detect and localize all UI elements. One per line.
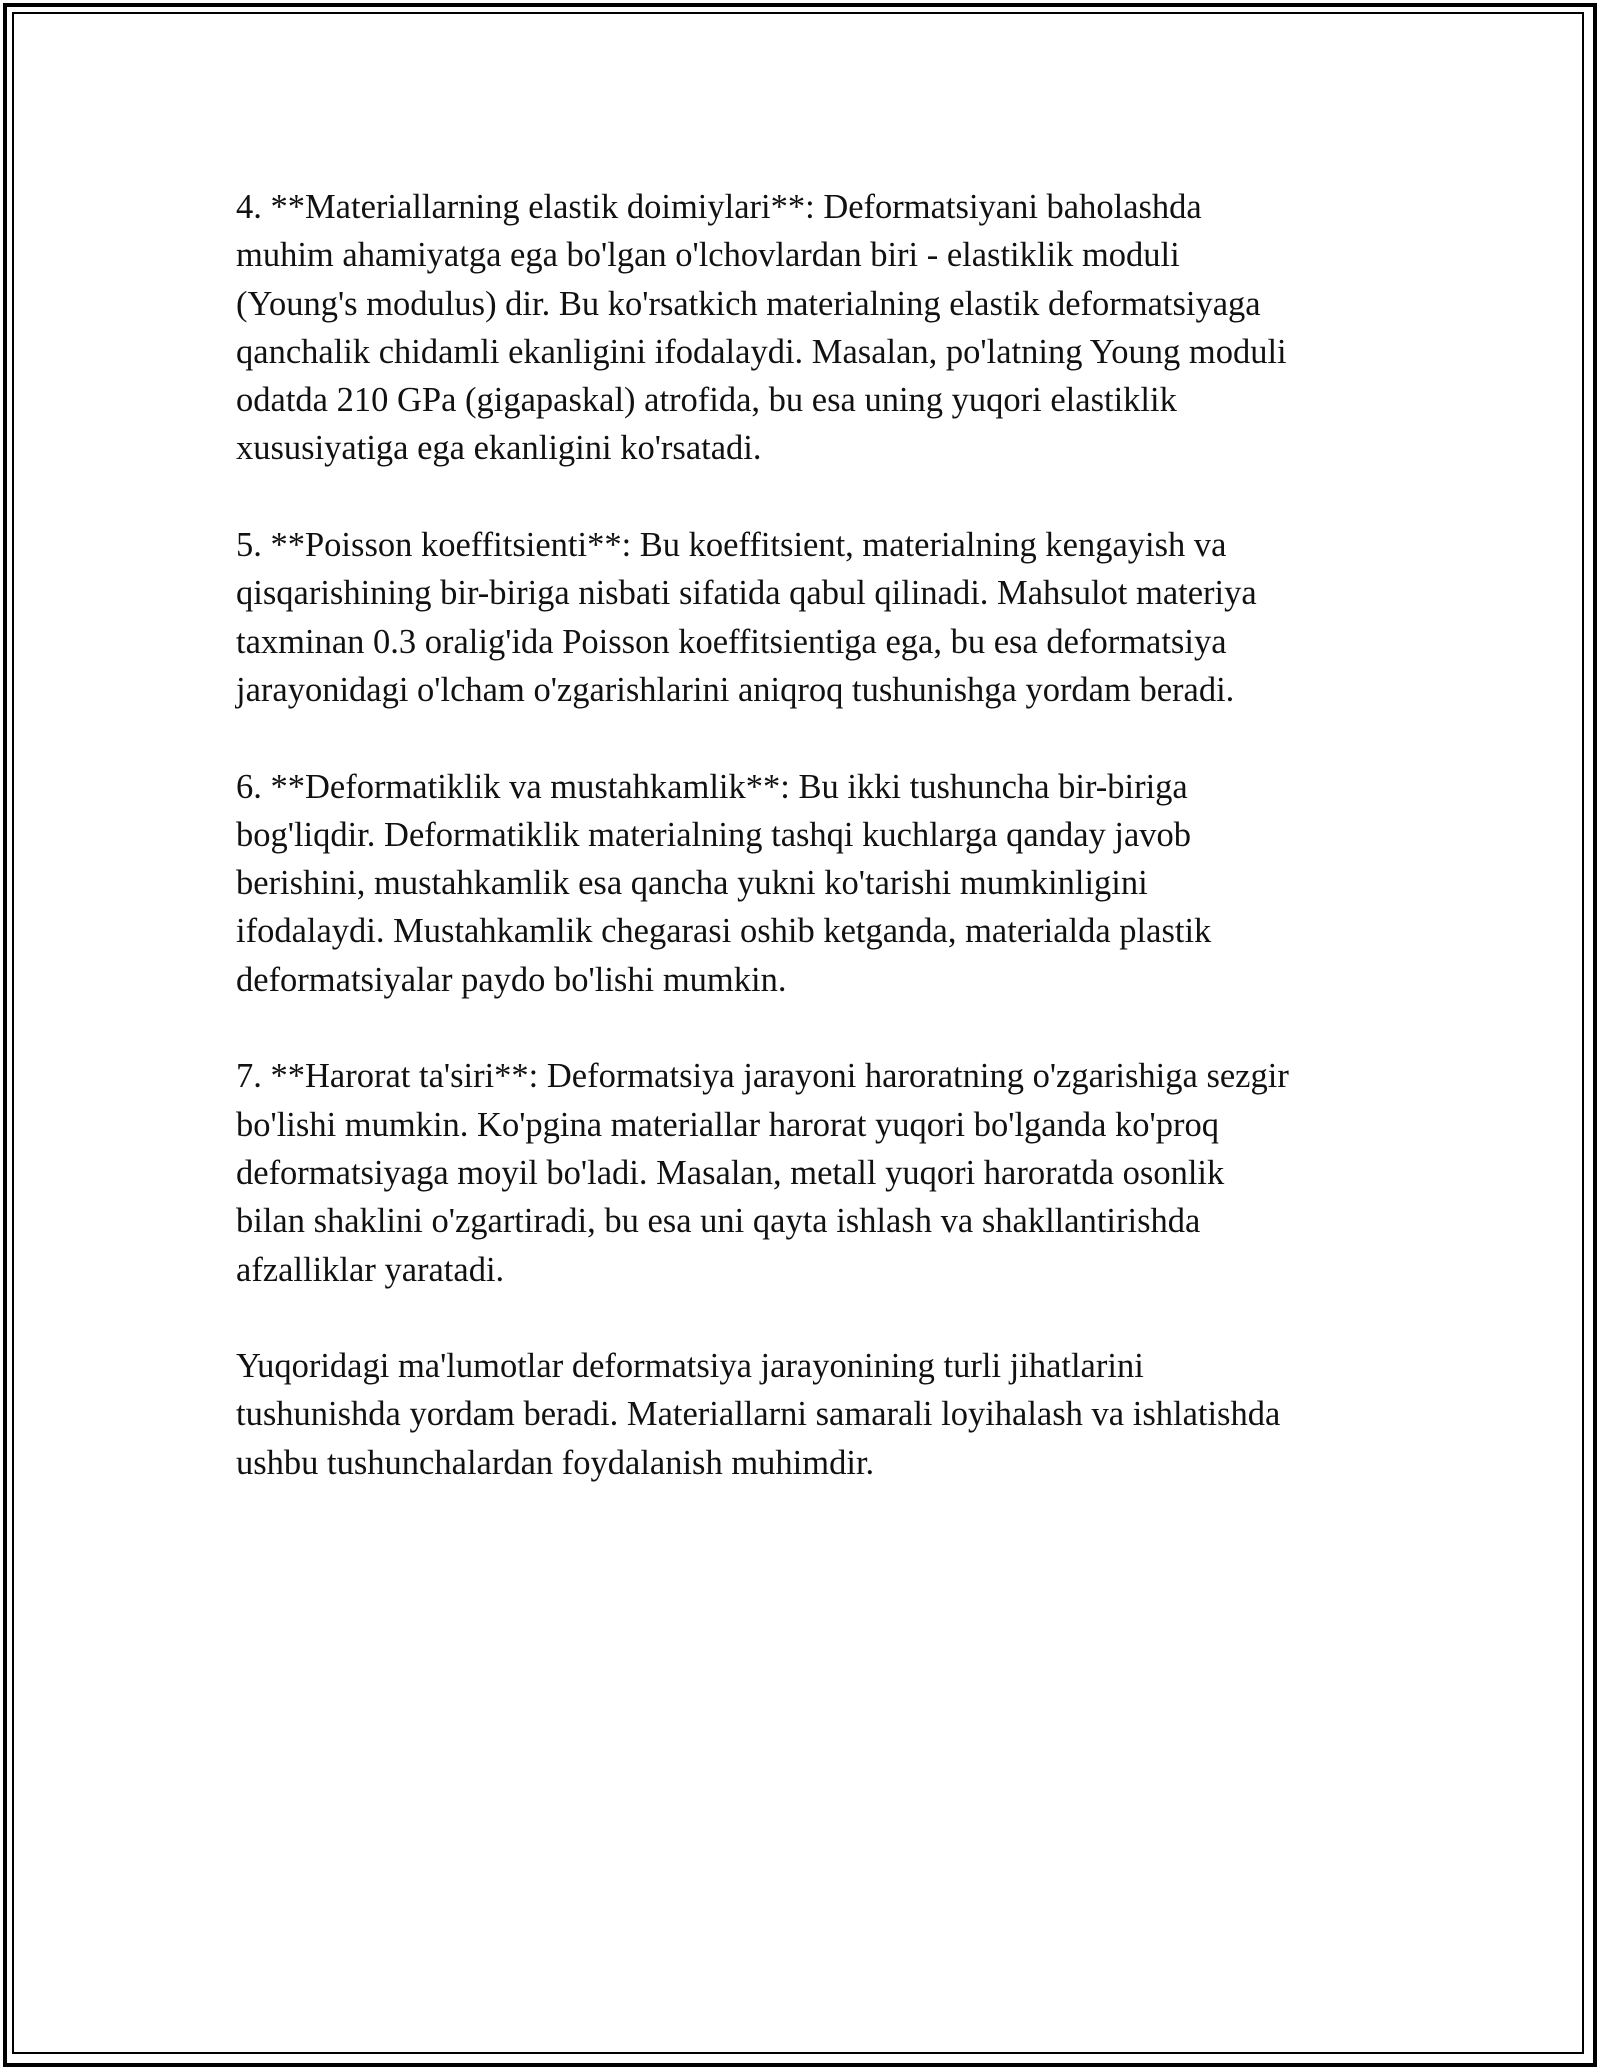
paragraph-deformability-strength: 6. **Deformatiklik va mustahkamlik**: Bu ikki tushuncha bir-biriga bog'liqdir. Deformatiklik materialning tashqi kuchlarga qanday javob berishini, mustahkamlik esa qancha yukni ko'tarishi mumkinligini ifodalaydi. Mustahkamlik chegarasi oshib ketganda, materialda plastik deformatsiyalar paydo bo'lishi mumkin. (236, 767, 1212, 999)
paragraph-temperature-effect: 7. **Harorat ta'siri**: Deformatsiya jarayoni haroratning o'zgarishiga sezgir bo'lishi mumkin. Ko'pgina materiallar harorat yuqori bo'lganda ko'proq deformatsiyaga moyil bo'ladi. Masalan, metall yuqori haroratda osonlik bilan shaklini o'zgartiradi, bu esa uni qayta ishlash va shakllantirishda afzalliklar yaratadi. (236, 1057, 1289, 1289)
document-body (236, 183, 1376, 1535)
paragraph-elastic-constants: 4. **Materiallarning elastik doimiylari**: Deformatsiyani baholashda muhim ahamiyatga ega bo'lgan o'lchovlardan biri - elastiklik moduli (Young's modulus) dir. Bu ko'rsatkich materialning elastik deformatsiyaga qanchalik chidamli ekanligini ifodalaydi. Masalan, po'latning Young moduli odatda 210 GPa (gigapaskal) atrofida, bu esa uning yuqori elastiklik xususiyatiga ega ekanligini ko'rsatadi. (236, 188, 1287, 468)
paragraph-conclusion: Yuqoridagi ma'lumotlar deformatsiya jarayonining turli jihatlarini tushunishda yordam beradi. Materiallarni samarali loyihalash va ishlatishda ushbu tushunchalardan foydalanish muhimdir. (236, 1347, 1281, 1482)
paragraph-poisson-ratio: 5. **Poisson koeffitsienti**: Bu koeffitsient, materialning kengayish va qisqarishining bir-biriga nisbati sifatida qabul qilinadi. Mahsulot materiya taxminan 0.3 oralig'ida Poisson koeffitsientiga ega, bu esa deformatsiya jarayonidagi o'lcham o'zgarishlarini aniqroq tushunishga yordam beradi. (236, 526, 1257, 709)
